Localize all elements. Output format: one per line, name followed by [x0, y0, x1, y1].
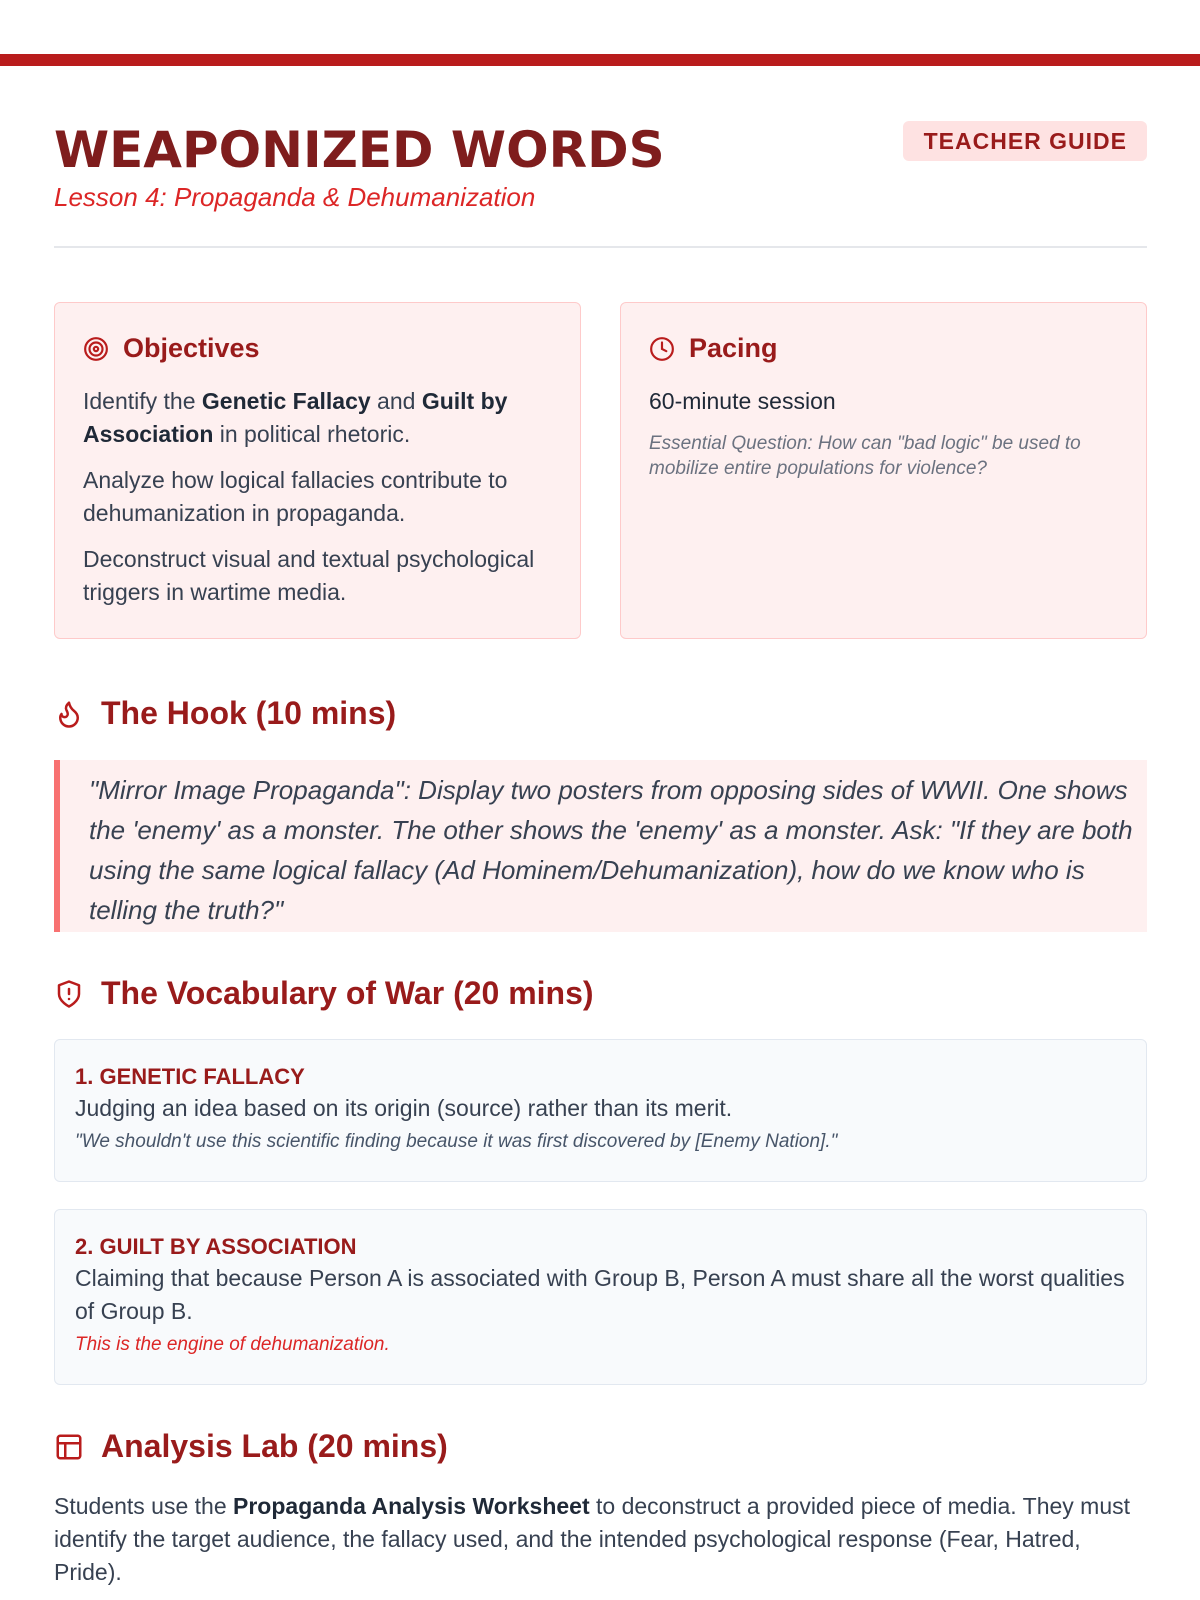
- vocab-definition: Claiming that because Person A is associated with Group B, Person A must share all the worst qualities of Group B.: [75, 1265, 1125, 1324]
- shield-alert-icon: [54, 979, 84, 1009]
- objectives-header: [83, 333, 260, 364]
- worksheet-name: Propaganda Analysis Worksheet: [233, 1493, 590, 1519]
- layout-icon: [54, 1432, 84, 1462]
- objective-text: and: [370, 388, 422, 414]
- teacher-guide-badge: TEACHER GUIDE: [903, 121, 1147, 161]
- objective-text: Identify the: [83, 388, 202, 414]
- lab-title: Analysis Lab (20 mins): [101, 1428, 448, 1464]
- lesson-subtitle: Lesson 4: Propaganda & Dehumanization: [54, 182, 536, 212]
- objective-item: Deconstruct visual and textual psychological triggers in wartime media.: [83, 546, 535, 605]
- page-header: [54, 118, 1147, 218]
- hook-quote: "Mirror Image Propaganda": Display two posters from opposing sides of WWII. One shows the 'enemy' as a monster. The other shows the 'enemy' as a monster. Ask: "If they are both using the same logical fallacy (Ad Hominem/Dehumanization), how do we know who is telling the truth?": [54, 760, 1147, 932]
- lab-text: Students use the: [54, 1493, 234, 1519]
- objectives-title: Objectives: [123, 333, 260, 363]
- flame-icon: [54, 699, 84, 729]
- page-title: WEAPONIZED WORDS: [54, 121, 665, 179]
- objectives-card: [54, 302, 581, 639]
- vocab-term: 2. GUILT BY ASSOCIATION: [75, 1234, 357, 1259]
- hook-title: The Hook (10 mins): [101, 695, 397, 731]
- hook-section-header: [54, 695, 396, 732]
- objective-text: in political rhetoric.: [213, 421, 411, 447]
- vocab-title: The Vocabulary of War (20 mins): [101, 975, 594, 1011]
- pacing-title: Pacing: [689, 333, 778, 363]
- lab-text: to deconstruct a provided piece of media. They must identify the target audience, the fallacy used, and the intended psychological response (Fear, Hatred, Pride).: [54, 1493, 1131, 1585]
- vocab-section-header: [54, 975, 594, 1012]
- objective-item: Analyze how logical fallacies contribute to dehumanization in propaganda.: [83, 467, 508, 526]
- vocab-card-genetic-fallacy: [54, 1039, 1147, 1182]
- clock-icon: [649, 336, 675, 362]
- vocab-term: 1. GENETIC FALLACY: [75, 1064, 305, 1089]
- header-divider: [54, 246, 1147, 248]
- target-icon: [83, 336, 109, 362]
- vocab-note: This is the engine of dehumanization.: [75, 1334, 390, 1355]
- session-length: 60-minute session: [649, 388, 836, 414]
- lab-section-header: [54, 1428, 448, 1465]
- vocab-example: "We shouldn't use this scientific finding because it was first discovered by [Enemy Nation].": [75, 1131, 838, 1152]
- lab-description: [54, 1490, 1147, 1589]
- vocab-definition: Judging an idea based on its origin (source) rather than its merit.: [75, 1095, 733, 1121]
- pacing-card: [620, 302, 1147, 639]
- objectives-list: [83, 385, 558, 622]
- top-accent-bar: [0, 54, 1200, 66]
- objective-term: Genetic Fallacy: [201, 388, 371, 414]
- objective-item: [83, 385, 558, 451]
- essential-question: Essential Question: How can "bad logic" be used to mobilize entire populations for violence?: [649, 433, 1081, 479]
- objective-term: Guilt by Association: [83, 388, 508, 447]
- pacing-header: [649, 333, 778, 364]
- vocab-card-guilt-by-association: [54, 1209, 1147, 1385]
